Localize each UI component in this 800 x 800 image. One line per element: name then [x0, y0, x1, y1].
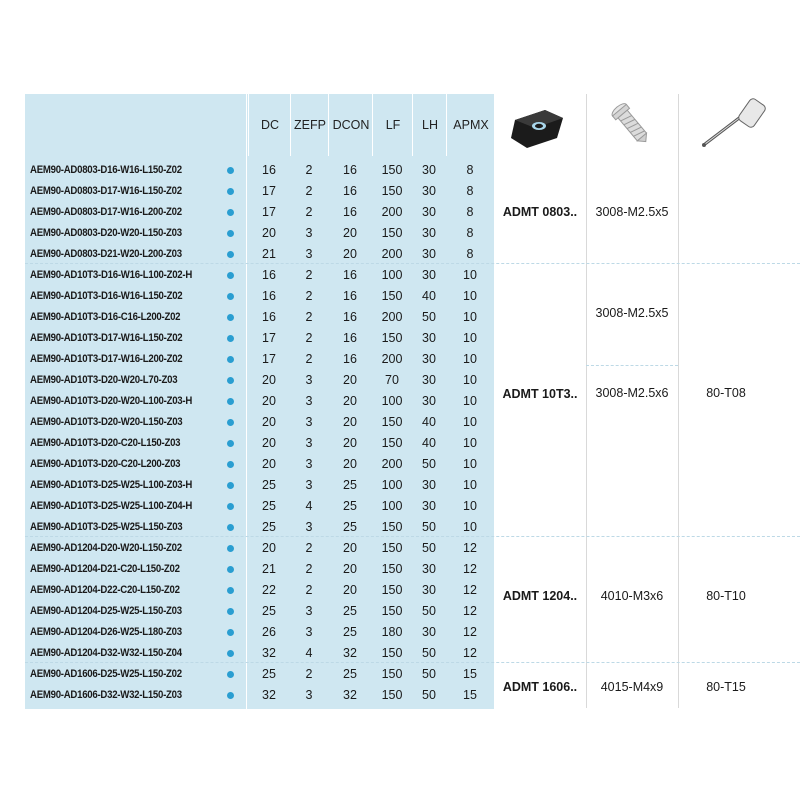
product-code: AEM90-AD10T3-D20-W20-L150-Z03 [30, 416, 183, 428]
cell-apmx: 10 [463, 268, 477, 282]
cell-lh: 30 [422, 205, 436, 219]
product-code: AEM90-AD10T3-D20-W20-L100-Z03-H [30, 395, 193, 407]
product-code: AEM90-AD1204-D26-W25-L180-Z03 [30, 626, 182, 638]
cell-apmx: 12 [463, 583, 477, 597]
cell-apmx: 12 [463, 625, 477, 639]
cell-lf: 100 [381, 268, 403, 282]
cell-dcon: 25 [343, 667, 357, 681]
availability-dot [227, 398, 234, 405]
screw-1204: 4010-M3x6 [600, 589, 664, 603]
product-code: AEM90-AD1204-D21-C20-L150-Z02 [30, 563, 180, 575]
cell-zefp: 2 [305, 352, 313, 366]
table-row [25, 643, 494, 664]
cell-lh: 50 [422, 520, 436, 534]
product-code: AEM90-AD0803-D17-W16-L200-Z02 [30, 206, 182, 218]
availability-dot [227, 461, 234, 468]
insert-icon [505, 104, 567, 150]
product-code: AEM90-AD10T3-D16-W16-L150-Z02 [30, 290, 183, 302]
table-row [25, 538, 494, 559]
cell-dcon: 20 [343, 436, 357, 450]
cell-lf: 150 [381, 688, 403, 702]
cell-dcon: 16 [343, 352, 357, 366]
cell-dc: 21 [262, 247, 276, 261]
group-divider [25, 536, 800, 537]
cell-apmx: 15 [463, 667, 477, 681]
cell-apmx: 10 [463, 310, 477, 324]
screw-icon [603, 99, 659, 149]
cell-dc: 25 [262, 478, 276, 492]
cell-lh: 30 [422, 352, 436, 366]
cell-dc: 16 [262, 289, 276, 303]
cell-zefp: 2 [305, 667, 313, 681]
availability-dot [227, 692, 234, 699]
availability-dot [227, 314, 234, 321]
table-row [25, 244, 494, 265]
group-divider [25, 263, 800, 264]
product-code: AEM90-AD1204-D32-W32-L150-Z04 [30, 647, 182, 659]
cell-lh: 40 [422, 415, 436, 429]
cell-zefp: 3 [305, 625, 313, 639]
cell-zefp: 2 [305, 268, 313, 282]
cell-dcon: 20 [343, 394, 357, 408]
cell-zefp: 3 [305, 457, 313, 471]
table-row [25, 370, 494, 391]
cell-lf: 180 [381, 625, 403, 639]
cell-dc: 20 [262, 394, 276, 408]
cell-zefp: 3 [305, 478, 313, 492]
table-row [25, 202, 494, 223]
cell-apmx: 15 [463, 688, 477, 702]
screw-1606: 4015-M4x9 [600, 680, 664, 694]
product-code: AEM90-AD10T3-D25-W25-L100-Z04-H [30, 500, 193, 512]
availability-dot [227, 251, 234, 258]
product-code: AEM90-AD10T3-D17-W16-L150-Z02 [30, 332, 183, 344]
cell-dc: 17 [262, 331, 276, 345]
cell-apmx: 8 [466, 247, 474, 261]
table-row [25, 391, 494, 412]
table-row [25, 160, 494, 181]
availability-dot [227, 209, 234, 216]
table-row [25, 454, 494, 475]
cell-lf: 150 [381, 163, 403, 177]
product-code: AEM90-AD0803-D17-W16-L150-Z02 [30, 185, 182, 197]
availability-dot [227, 293, 234, 300]
cell-dcon: 16 [343, 310, 357, 324]
cell-dc: 16 [262, 310, 276, 324]
table-row [25, 601, 494, 622]
cell-zefp: 2 [305, 289, 313, 303]
header-dc: DC [248, 94, 291, 156]
cell-apmx: 12 [463, 646, 477, 660]
cell-zefp: 3 [305, 226, 313, 240]
cell-lh: 30 [422, 499, 436, 513]
torx-key-icon [697, 98, 767, 150]
cell-zefp: 2 [305, 205, 313, 219]
cell-dc: 20 [262, 457, 276, 471]
table-row [25, 349, 494, 370]
table-row [25, 433, 494, 454]
cell-dc: 32 [262, 646, 276, 660]
cell-dc: 20 [262, 415, 276, 429]
availability-dot [227, 524, 234, 531]
cell-apmx: 8 [466, 184, 474, 198]
availability-dot [227, 356, 234, 363]
product-code: AEM90-AD0803-D21-W20-L200-Z03 [30, 248, 182, 260]
product-code: AEM90-AD10T3-D17-W16-L200-Z02 [30, 353, 183, 365]
cell-zefp: 4 [305, 499, 313, 513]
cell-dcon: 20 [343, 457, 357, 471]
table-row [25, 307, 494, 328]
cell-lf: 150 [381, 415, 403, 429]
availability-dot [227, 188, 234, 195]
cell-dc: 22 [262, 583, 276, 597]
table-row [25, 622, 494, 643]
cell-zefp: 3 [305, 436, 313, 450]
column-divider-key [678, 94, 679, 708]
cell-lh: 50 [422, 604, 436, 618]
cell-lh: 30 [422, 331, 436, 345]
product-code: AEM90-AD0803-D16-W16-L150-Z02 [30, 164, 182, 176]
availability-dot [227, 377, 234, 384]
cell-dc: 20 [262, 541, 276, 555]
product-code: AEM90-AD10T3-D20-C20-L150-Z03 [30, 437, 181, 449]
cell-apmx: 10 [463, 478, 477, 492]
cell-lf: 200 [381, 247, 403, 261]
product-code: AEM90-AD10T3-D20-C20-L200-Z03 [30, 458, 181, 470]
cell-lf: 150 [381, 667, 403, 681]
cell-lh: 30 [422, 184, 436, 198]
availability-dot [227, 230, 234, 237]
table-row [25, 475, 494, 496]
screw-10t3-b: 3008-M2.5x6 [595, 386, 669, 400]
cell-dcon: 16 [343, 268, 357, 282]
cell-dc: 20 [262, 436, 276, 450]
cell-lf: 150 [381, 562, 403, 576]
availability-dot [227, 503, 234, 510]
cell-apmx: 8 [466, 226, 474, 240]
availability-dot [227, 629, 234, 636]
cell-zefp: 2 [305, 541, 313, 555]
cell-dcon: 20 [343, 226, 357, 240]
cell-lf: 200 [381, 352, 403, 366]
cell-lh: 30 [422, 562, 436, 576]
cell-lf: 150 [381, 541, 403, 555]
cell-apmx: 10 [463, 499, 477, 513]
availability-dot [227, 440, 234, 447]
insert-admt-10t3: ADMT 10T3.. [502, 387, 578, 401]
cell-zefp: 3 [305, 394, 313, 408]
cell-dc: 25 [262, 499, 276, 513]
cell-dcon: 20 [343, 541, 357, 555]
cell-dc: 25 [262, 520, 276, 534]
cell-apmx: 10 [463, 436, 477, 450]
cell-lh: 50 [422, 688, 436, 702]
cell-lh: 50 [422, 646, 436, 660]
product-code: AEM90-AD10T3-D16-W16-L100-Z02-H [30, 269, 193, 281]
key-t08: 80-T08 [706, 386, 746, 400]
cell-zefp: 2 [305, 163, 313, 177]
cell-zefp: 2 [305, 184, 313, 198]
table-row [25, 265, 494, 286]
cell-lh: 30 [422, 226, 436, 240]
availability-dot [227, 608, 234, 615]
cell-lh: 50 [422, 310, 436, 324]
product-code: AEM90-AD0803-D20-W20-L150-Z03 [30, 227, 182, 239]
group-divider [25, 662, 800, 663]
cell-apmx: 12 [463, 604, 477, 618]
cell-apmx: 8 [466, 205, 474, 219]
cell-lh: 30 [422, 625, 436, 639]
cell-lf: 150 [381, 226, 403, 240]
table-row [25, 412, 494, 433]
cell-zefp: 4 [305, 646, 313, 660]
cell-dcon: 16 [343, 289, 357, 303]
cell-lf: 200 [381, 310, 403, 324]
insert-admt-1204: ADMT 1204.. [502, 589, 578, 603]
cell-zefp: 3 [305, 373, 313, 387]
table-row [25, 580, 494, 601]
availability-dot [227, 587, 234, 594]
cell-zefp: 2 [305, 310, 313, 324]
cell-lh: 30 [422, 373, 436, 387]
cell-dcon: 16 [343, 163, 357, 177]
cell-lf: 150 [381, 604, 403, 618]
screw-divider [586, 365, 678, 366]
cell-lh: 30 [422, 394, 436, 408]
product-code: AEM90-AD1204-D20-W20-L150-Z02 [30, 542, 182, 554]
cell-lf: 150 [381, 289, 403, 303]
header-divider [246, 94, 247, 156]
cell-lf: 200 [381, 205, 403, 219]
product-code: AEM90-AD1204-D22-C20-L150-Z02 [30, 584, 180, 596]
cell-apmx: 12 [463, 541, 477, 555]
cell-lf: 70 [385, 373, 399, 387]
cell-dcon: 20 [343, 562, 357, 576]
insert-admt-0803: ADMT 0803.. [502, 205, 578, 219]
availability-dot [227, 272, 234, 279]
cell-dc: 16 [262, 268, 276, 282]
cell-lh: 30 [422, 163, 436, 177]
header-lf: LF [372, 94, 413, 156]
cell-apmx: 10 [463, 331, 477, 345]
table-row [25, 496, 494, 517]
cell-lf: 100 [381, 478, 403, 492]
cell-dcon: 20 [343, 583, 357, 597]
cell-apmx: 10 [463, 394, 477, 408]
cell-zefp: 3 [305, 688, 313, 702]
cell-lh: 50 [422, 457, 436, 471]
cell-apmx: 10 [463, 289, 477, 303]
cell-dcon: 32 [343, 688, 357, 702]
cell-dcon: 25 [343, 478, 357, 492]
availability-dot [227, 650, 234, 657]
product-code: AEM90-AD1606-D32-W32-L150-Z03 [30, 689, 182, 701]
cell-apmx: 10 [463, 415, 477, 429]
cell-zefp: 2 [305, 331, 313, 345]
cell-dcon: 20 [343, 415, 357, 429]
cell-lf: 100 [381, 394, 403, 408]
table-row [25, 559, 494, 580]
table-row [25, 286, 494, 307]
product-code: AEM90-AD10T3-D25-W25-L100-Z03-H [30, 479, 193, 491]
cell-lf: 150 [381, 520, 403, 534]
cell-lh: 50 [422, 667, 436, 681]
table-row [25, 328, 494, 349]
cell-lh: 40 [422, 289, 436, 303]
cell-dcon: 20 [343, 247, 357, 261]
cell-dcon: 25 [343, 499, 357, 513]
cell-dcon: 20 [343, 373, 357, 387]
cell-lh: 30 [422, 247, 436, 261]
cell-zefp: 2 [305, 562, 313, 576]
cell-lh: 50 [422, 541, 436, 555]
cell-dc: 17 [262, 184, 276, 198]
product-code: AEM90-AD10T3-D16-C16-L200-Z02 [30, 311, 181, 323]
product-code: AEM90-AD1204-D25-W25-L150-Z03 [30, 605, 182, 617]
cell-apmx: 8 [466, 163, 474, 177]
product-code: AEM90-AD1606-D25-W25-L150-Z02 [30, 668, 182, 680]
header-dcon: DCON [328, 94, 373, 156]
availability-dot [227, 566, 234, 573]
cell-dcon: 25 [343, 520, 357, 534]
cell-dcon: 25 [343, 604, 357, 618]
table-row [25, 685, 494, 706]
cell-lf: 150 [381, 646, 403, 660]
cell-lf: 150 [381, 331, 403, 345]
cell-apmx: 10 [463, 373, 477, 387]
cell-zefp: 3 [305, 247, 313, 261]
header-apmx: APMX [446, 94, 495, 156]
product-code: AEM90-AD10T3-D25-W25-L150-Z03 [30, 521, 183, 533]
table-row [25, 517, 494, 538]
cell-apmx: 10 [463, 352, 477, 366]
table-row [25, 664, 494, 685]
availability-dot [227, 482, 234, 489]
cell-zefp: 3 [305, 415, 313, 429]
cell-dc: 16 [262, 163, 276, 177]
cell-apmx: 10 [463, 520, 477, 534]
cell-dc: 32 [262, 688, 276, 702]
cell-dcon: 25 [343, 625, 357, 639]
cell-dc: 25 [262, 604, 276, 618]
cell-dc: 17 [262, 352, 276, 366]
cell-lh: 30 [422, 478, 436, 492]
insert-admt-1606: ADMT 1606.. [502, 680, 578, 694]
cell-dcon: 16 [343, 205, 357, 219]
availability-dot [227, 545, 234, 552]
cell-dc: 17 [262, 205, 276, 219]
cell-dc: 20 [262, 373, 276, 387]
header-zefp: ZEFP [290, 94, 329, 156]
key-t10: 80-T10 [706, 589, 746, 603]
cell-lf: 150 [381, 436, 403, 450]
screw-10t3-a: 3008-M2.5x5 [595, 306, 669, 320]
cell-lh: 30 [422, 268, 436, 282]
availability-dot [227, 671, 234, 678]
cell-lf: 150 [381, 184, 403, 198]
key-t15: 80-T15 [706, 680, 746, 694]
availability-dot [227, 167, 234, 174]
cell-dcon: 16 [343, 331, 357, 345]
cell-zefp: 3 [305, 604, 313, 618]
cell-zefp: 2 [305, 583, 313, 597]
cell-apmx: 12 [463, 562, 477, 576]
cell-lh: 40 [422, 436, 436, 450]
cell-lf: 150 [381, 583, 403, 597]
cell-zefp: 3 [305, 520, 313, 534]
screw-0803: 3008-M2.5x5 [595, 205, 669, 219]
header-lh: LH [412, 94, 447, 156]
cell-dcon: 32 [343, 646, 357, 660]
table-row [25, 223, 494, 244]
cell-lh: 30 [422, 583, 436, 597]
table-row [25, 181, 494, 202]
cell-apmx: 10 [463, 457, 477, 471]
cell-dc: 21 [262, 562, 276, 576]
cell-dc: 20 [262, 226, 276, 240]
column-divider-screw [586, 94, 587, 708]
cell-lf: 100 [381, 499, 403, 513]
cell-lf: 200 [381, 457, 403, 471]
cell-dc: 25 [262, 667, 276, 681]
cell-dc: 26 [262, 625, 276, 639]
availability-dot [227, 335, 234, 342]
product-code: AEM90-AD10T3-D20-W20-L70-Z03 [30, 374, 178, 386]
availability-dot [227, 419, 234, 426]
cell-dcon: 16 [343, 184, 357, 198]
